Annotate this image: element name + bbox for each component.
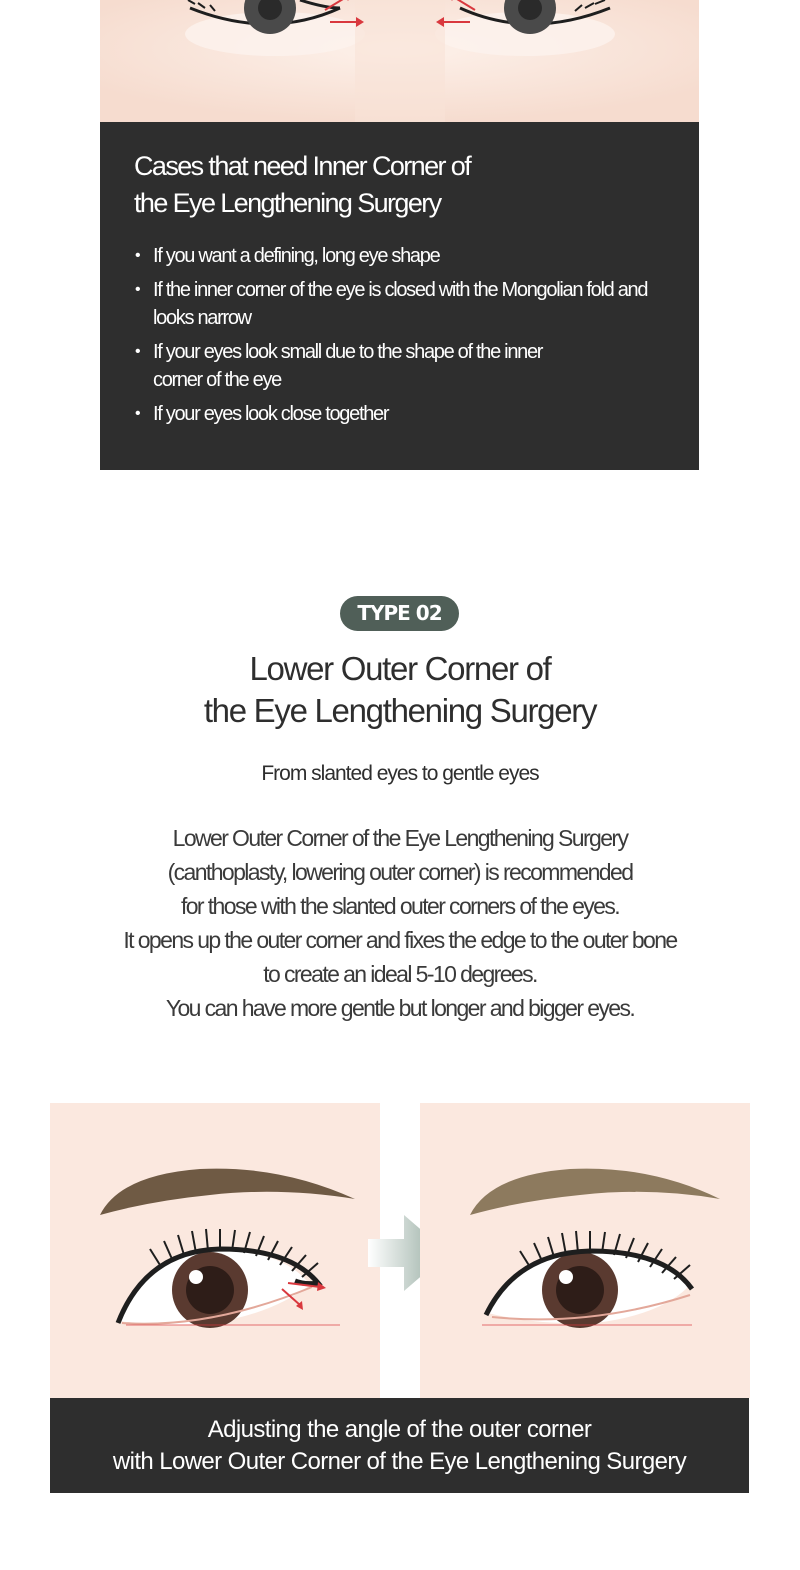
bullet: • bbox=[135, 405, 140, 422]
list-item-text: If you want a defining, long eye shape bbox=[153, 245, 440, 267]
bullet: • bbox=[135, 247, 140, 264]
description-line: It opens up the outer corner and fixes the edge to the outer bone bbox=[123, 927, 677, 953]
before-eye-illustration bbox=[50, 1103, 380, 1398]
list-item-text: If the inner corner of the eye is closed with the Mongolian fold and looks narrow bbox=[153, 279, 648, 329]
type-badge: TYPE 02 bbox=[340, 596, 459, 631]
list-item-text: If your eyes look small due to the shape of the inner corner of the eye bbox=[153, 341, 543, 391]
section-title-line1: Lower Outer Corner of bbox=[249, 650, 551, 687]
cases-title bbox=[134, 148, 554, 222]
list-item-text: If your eyes look close together bbox=[153, 403, 389, 425]
section-subtitle: From slanted eyes to gentle eyes bbox=[261, 762, 539, 785]
list-item bbox=[134, 338, 665, 394]
caption-line1: Adjusting the angle of the outer corner bbox=[207, 1416, 592, 1443]
after-eye-panel bbox=[420, 1103, 750, 1398]
section-title-line2: the Eye Lengthening Surgery bbox=[203, 692, 597, 729]
after-eye-illustration bbox=[420, 1103, 750, 1398]
cases-title-line1: Cases that need Inner Corner of bbox=[134, 151, 471, 181]
bullet: • bbox=[135, 343, 140, 360]
cases-list bbox=[134, 242, 665, 428]
inner-corner-illustration bbox=[100, 0, 699, 122]
description-line: to create an ideal 5-10 degrees. bbox=[263, 961, 537, 987]
bullet: • bbox=[135, 281, 140, 298]
description-line: You can have more gentle but longer and bigger eyes. bbox=[165, 995, 635, 1021]
description-line: Lower Outer Corner of the Eye Lengthening Surgery bbox=[172, 825, 628, 851]
section-title bbox=[0, 648, 800, 732]
list-item bbox=[134, 276, 665, 332]
section-description bbox=[0, 821, 800, 1025]
comparison-caption bbox=[50, 1398, 749, 1493]
face-eyes-graphic bbox=[100, 0, 699, 122]
cases-title-line2: the Eye Lengthening Surgery bbox=[134, 188, 441, 218]
cases-box bbox=[100, 122, 699, 470]
before-eye-panel bbox=[50, 1103, 380, 1398]
description-line: for those with the slanted outer corners of the eyes. bbox=[180, 893, 620, 919]
list-item bbox=[134, 242, 665, 270]
caption-line2: with Lower Outer Corner of the Eye Lengthening Surgery bbox=[112, 1448, 687, 1475]
description-line: (canthoplasty, lowering outer corner) is recommended bbox=[167, 859, 633, 885]
list-item bbox=[134, 400, 665, 428]
